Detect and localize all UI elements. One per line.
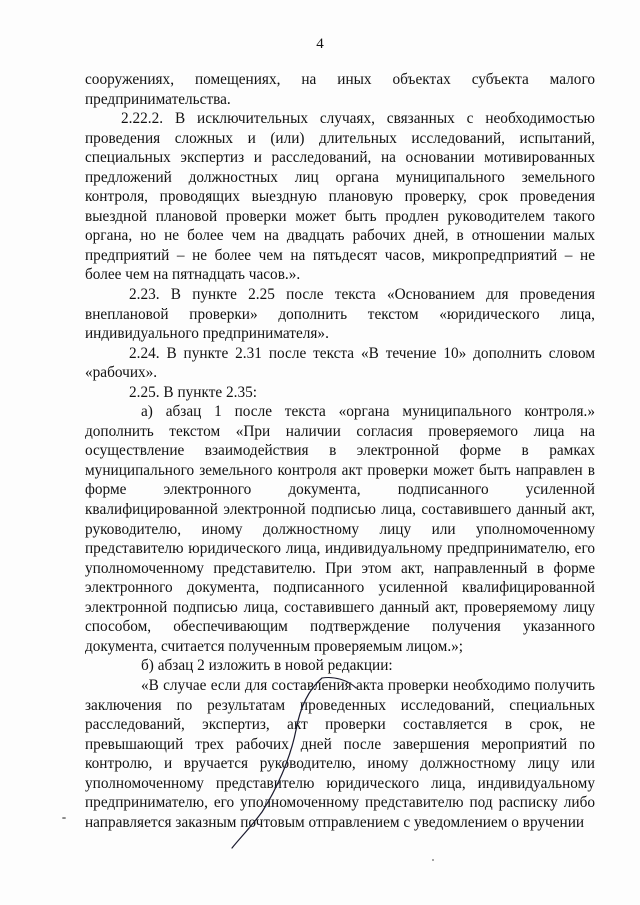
paragraph-2-25: 2.25. В пункте 2.35: xyxy=(129,383,258,401)
document-body xyxy=(85,70,595,832)
scan-speck xyxy=(62,817,66,819)
paragraph-continuation: сооружениях, помещениях, на иных объектах субъекта малого предпринимательства. xyxy=(85,71,595,108)
paragraph-2-24: 2.24. В пункте 2.31 после текста «В течение 10» дополнить словом «рабочих». xyxy=(85,344,595,382)
paragraph-item-b: б) абзац 2 изложить в новой редакции: xyxy=(141,657,393,675)
paragraph-2-23: 2.23. В пункте 2.25 после текста «Основанием для проведения внеплановой проверки» дополнить текстом «юридического лица, индивидуального предпринимателя». xyxy=(85,286,595,343)
page-number: 4 xyxy=(316,36,324,52)
paragraph-new-wording: «В случае если для составления акта проверки необходимо получить заключения по результатам проведенных исследований, специальных расследований, экспертиз, акт проверки составляется в срок, не превышающий трех рабочих дней после завершения мероприятий по контролю, и вручается руководителю, иному должностному лицу или уполномоченному представителю юридического лица, индивидуальному предпринимателю, его уполномоченному представителю под расписку либо направляется заказным почтовым отправлением с уведомлением о вручении xyxy=(85,676,595,831)
scan-speck xyxy=(432,859,434,861)
paragraph-item-a: а) абзац 1 после текста «органа муниципального контроля.» дополнить текстом «При наличии согласия проверяемого лица на осуществление взаимодействия в электронной форме в рамках муниципального земельного контроля акт проверки может быть направлен в форме электронного документа, подписанного усиленной квалифицированной электронной подписью лица, составившего данный акт, руководителю, иному должностному лицу или уполномоченному представителю юридического лица, индивидуальному предпринимателю, его уполномоченному представителю. При этом акт, направленный в форме электронного документа, подписанного усиленной квалифицированной электронной подписью лица, составившего данный акт, проверяемому лицу способом, обеспечивающим подтверждение получения указанного документа, считается полученным проверяемым лицом.»; xyxy=(85,403,595,655)
paragraph-2-22-2: 2.22.2. В исключительных случаях, связанных с необходимостью проведения сложных и (или) длительных исследований, испытаний, специальных экспертиз и расследований, на основании мотивированных предложений должностных лиц органа муниципального земельного контроля, проводящих выездную плановую проверку, срок проведения выездной плановой проверки может быть продлен руководителем такого органа, но не более чем на двадцать рабочих дней, в отношении малых предприятий – не более чем на пятьдесят часов, микропредприятий – не более чем на пятнадцать часов.». xyxy=(85,110,595,284)
